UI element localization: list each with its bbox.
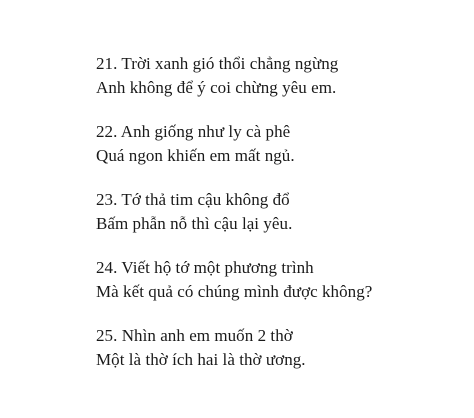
verse-list [96,52,466,392]
verse-line: Mà kết quả có chúng mình được không? [96,282,373,301]
verse-line: 22. Anh giống như ly cà phê [96,122,291,141]
verse-line: 23. Tớ thả tim cậu không đổ [96,190,290,209]
verse-24 [96,256,466,324]
verse-line: Anh không để ý coi chừng yêu em. [96,78,337,97]
verse-23 [96,188,466,256]
verse-line: 25. Nhìn anh em muốn 2 thờ [96,326,293,345]
verse-22 [96,120,466,188]
verse-line: Quá ngon khiến em mất ngủ. [96,146,295,165]
verse-line: 21. Trời xanh gió thổi chẳng ngừng [96,54,339,73]
verse-21 [96,52,466,120]
verse-25 [96,324,466,392]
verse-line: 24. Viết hộ tớ một phương trình [96,258,314,277]
verse-line: Một là thờ ích hai là thờ ương. [96,350,306,369]
verse-line: Bấm phẫn nỗ thì cậu lại yêu. [96,214,293,233]
